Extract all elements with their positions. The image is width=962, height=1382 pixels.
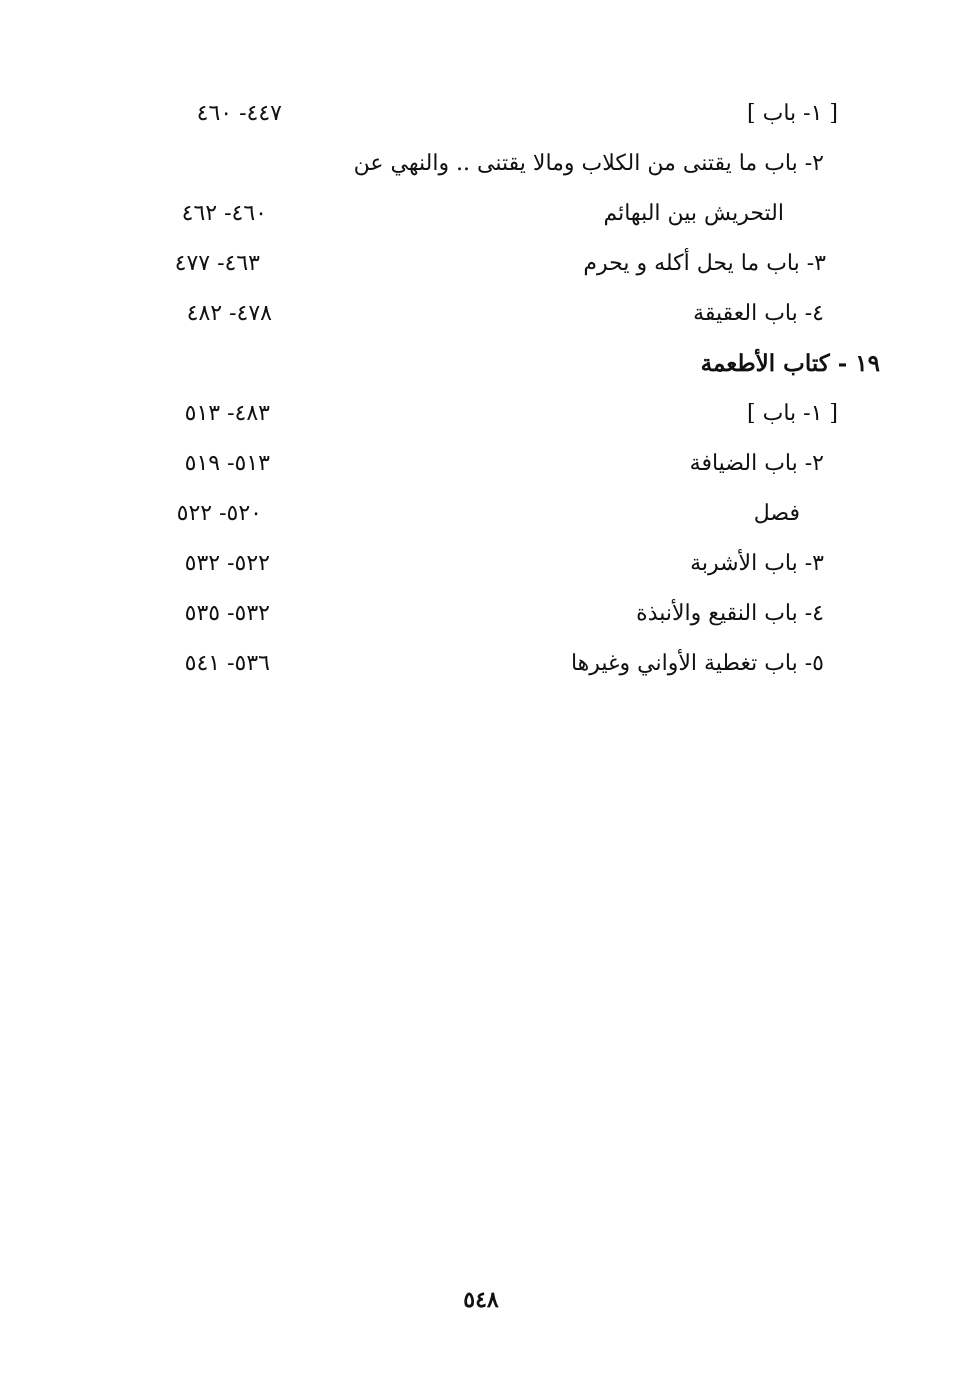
toc-row	[0, 144, 962, 184]
toc-book-heading	[0, 344, 962, 384]
toc-row	[0, 194, 962, 234]
toc-row	[0, 544, 962, 584]
toc-entry-title: ٢- باب الضيافة	[689, 451, 824, 476]
toc-entry-pages: ٤٨٣- ٥١٣	[184, 401, 270, 426]
toc-row	[0, 444, 962, 484]
toc-entry-title: ٤- باب العقيقة	[693, 301, 824, 326]
toc-entry-title: [ ١- باب ]	[747, 101, 838, 126]
toc-entry-pages: ٤٦٠- ٤٦٢	[181, 201, 267, 226]
toc-entry-title: ٣- باب الأشربة	[690, 551, 824, 576]
toc-entry-title: ٥- باب تغطية الأواني وغيرها	[570, 651, 824, 676]
toc-entry-pages: ٥٢٠- ٥٢٢	[176, 501, 262, 526]
toc-row	[0, 494, 962, 534]
toc-entry-title: التحريش بين البهائم	[603, 201, 784, 226]
toc-entry-title: ٢- باب ما يقتنى من الكلاب ومالا يقتنى .. والنهي عن	[353, 151, 824, 176]
toc-row	[0, 394, 962, 434]
toc-entry-pages: ٥٢٢- ٥٣٢	[184, 551, 270, 576]
toc-entry-pages: ٤٦٣- ٤٧٧	[174, 251, 260, 276]
toc-row	[0, 94, 962, 134]
toc-entry-title: [ ١- باب ]	[747, 401, 838, 426]
toc-row	[0, 244, 962, 284]
toc-entry-title: ٤- باب النقيع والأنبذة	[636, 601, 824, 626]
toc-entry-pages: ٤٤٧- ٤٦٠	[196, 101, 282, 126]
toc-entry-title: ٣- باب ما يحل أكله و يحرم	[583, 251, 826, 276]
toc-row	[0, 644, 962, 684]
toc-row	[0, 294, 962, 334]
book-title: ١٩ - كتاب الأطعمة	[700, 350, 880, 377]
page-number: ٥٤٨	[463, 1287, 499, 1313]
toc-entry-pages: ٥٣٦- ٥٤١	[184, 651, 270, 676]
toc-entry-pages: ٥٣٢- ٥٣٥	[184, 601, 270, 626]
toc-entry-pages: ٥١٣- ٥١٩	[184, 451, 270, 476]
toc-entry-title: فصل	[753, 501, 800, 526]
toc-entry-pages: ٤٧٨- ٤٨٢	[186, 301, 272, 326]
toc-row	[0, 594, 962, 634]
